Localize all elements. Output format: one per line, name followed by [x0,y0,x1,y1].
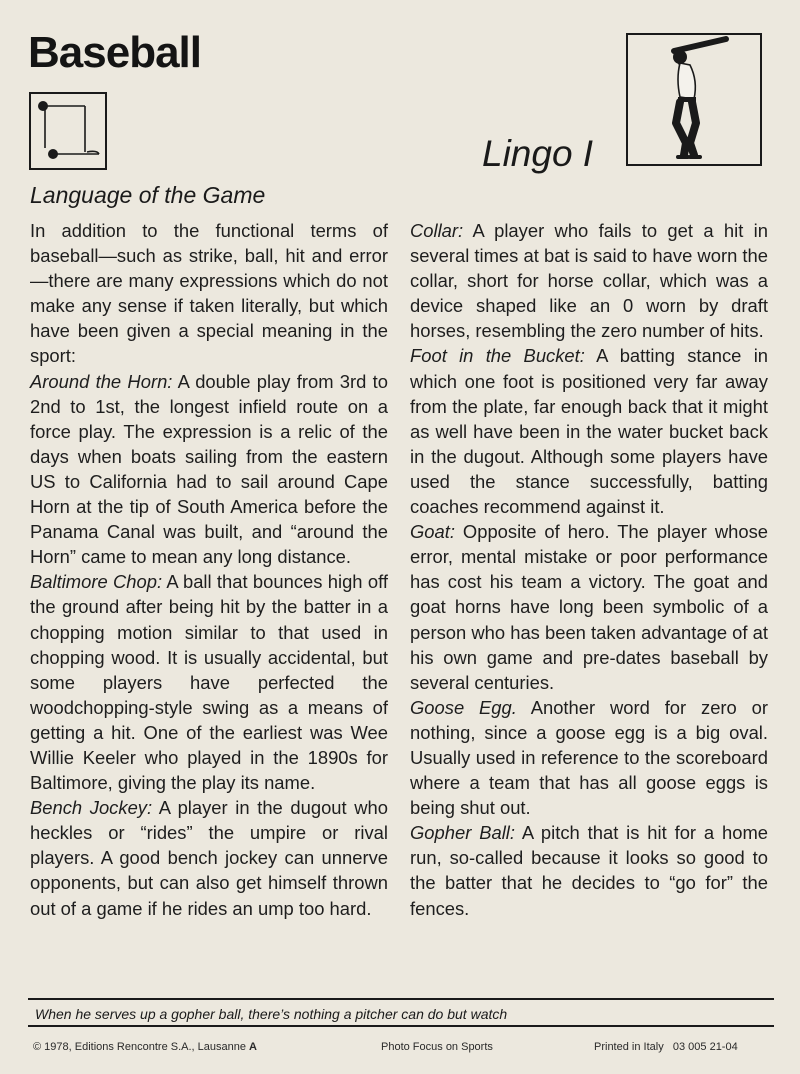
scroll-icon [29,92,107,170]
glossary-entry [30,569,388,795]
glossary-definition: In addition to the functional terms of baseball—such as strike, ball, hit and error—there are many expressions which do not make any sense if taken literally, but which have been given a special meaning in the sport: [30,220,388,367]
card-code: 03 005 21-04 [672,1041,738,1053]
glossary-entry [30,218,388,369]
glossary-definition: A player who fails to get a hit in several times at bat is said to have worn the collar, short for horse collar, which was a device shaped like an 0 worn by draft horses, resembling the zero number of hits. [410,220,768,342]
glossary-definition: A ball that bounces high off the ground after being hit by the batter in a chopping motion similar to that used in chopping wood. It is usually accidental, but some players have perfected the woodchopping-style swing as a means of getting a hit. One of the earliest was Wee Willie Keeler who played in the 1890s for Baltimore, giving the play its name. [30,571,388,794]
glossary-entry [30,369,388,570]
glossary-term: Goat: [410,521,455,543]
copyright-text: © 1978, Editions Rencontre S.A., Lausanne [33,1041,246,1053]
glossary-entry [410,343,768,519]
left-text-column [30,218,388,921]
glossary-definition: A double play from 3rd to 2nd to 1st, the longest infield route on a force play. The expression is a relic of the days when boats sailing from the eastern US to California had to sail around Cape Horn at the tip of South America before the Panama Canal was built, and “around the Horn” came to mean any long distance. [30,370,388,568]
glossary-entry [30,795,388,920]
glossary-term: Around the Horn: [30,370,173,392]
card-subtitle: Lingo I [482,133,594,174]
glossary-term: Foot in the Bucket: [410,345,585,367]
glossary-entry [410,218,768,343]
photo-caption: When he serves up a gopher ball, there’s nothing a pitcher can do but watch [35,1006,508,1022]
print-info [594,1041,738,1053]
card-title: Baseball [28,28,201,77]
photo-credit: Photo Focus on Sports [381,1041,493,1053]
glossary-entry [410,519,768,695]
glossary-definition: Another word for zero or nothing, since a goose egg is a big oval. Usually used in reference to the scoreboard where a team that has all goose eggs is being shut out. [410,696,768,819]
glossary-term: Goose Egg. [410,696,517,718]
section-heading: Language of the Game [30,182,266,208]
glossary-entry [410,820,768,920]
glossary-definition: A pitch that is hit for a home run, so-called because it looks so good to the batter that he decides to “go for” the fences. [410,822,768,919]
caption-bottom-rule [28,1025,774,1027]
copyright-mark: A [249,1041,257,1053]
batter-illustration [626,33,762,166]
copyright-line [33,1041,257,1053]
printed-in: Printed in Italy [594,1041,664,1053]
right-text-column [410,218,768,921]
glossary-definition: Opposite of hero. The player whose error, mental mistake or poor performance has cost his team a victory. The goat and goat horns have long been symbolic of a person who has been taken advantage of at his own game and pre-dates baseball by several centuries. [410,521,768,693]
glossary-definition: A player in the dugout who heckles or “rides” the umpire or rival players. A good bench jockey can unnerve opponents, but can also get himself thrown out of a game if he rides an ump too hard. [30,797,388,919]
glossary-term: Baltimore Chop: [30,571,163,593]
glossary-term: Collar: [410,220,464,241]
glossary-definition: A batting stance in which one foot is positioned very far away from the plate, far enough back that it might as well have been in the water bucket back in the dugout. Although some players have used the stance successfully, batting coaches recommend against it. [410,345,769,518]
glossary-term: Gopher Ball: [410,822,515,844]
glossary-term: Bench Jockey: [30,797,153,819]
caption-top-rule [28,998,774,1000]
glossary-entry [410,695,768,820]
